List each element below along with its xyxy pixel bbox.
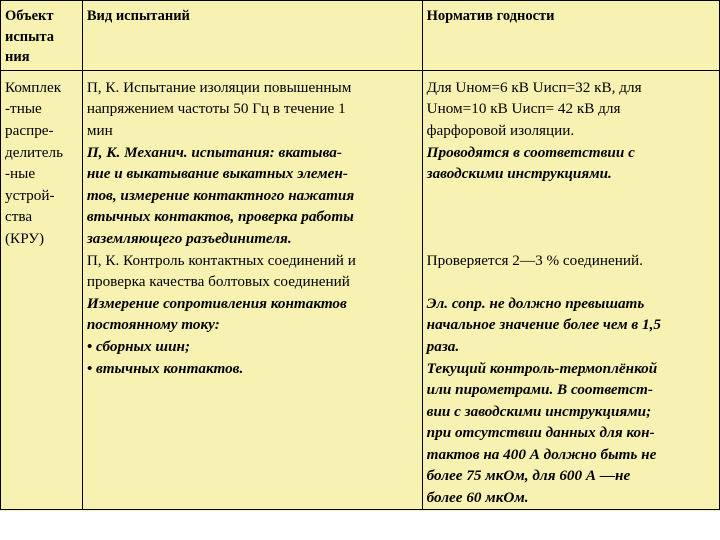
norm-line: начальное значение более чем в 1,5: [426, 316, 661, 334]
test-line: • втычных контактов.: [86, 359, 244, 377]
header-norm-label: Норматив годности: [426, 8, 555, 24]
norm-line: более 75 мкОм, для 600 А —не: [426, 467, 631, 485]
norm-line: Для Uном=6 кВ Uисп=32 кВ, для: [426, 78, 642, 96]
header-object-line: испыта: [5, 28, 55, 45]
test-mechanical: [87, 142, 418, 250]
norm-line: раза.: [426, 337, 460, 355]
test-contact-connections: [87, 250, 418, 293]
test-line: П, К. Испытание изоляции повышенным: [86, 78, 352, 96]
norm-line: Проводятся в соответствии с: [426, 143, 635, 161]
test-line: П, К. Контроль контактных соединений и: [86, 251, 356, 269]
norm-line: фарфоровой изоляции.: [426, 121, 575, 139]
test-line: втычных контактов, проверка работы: [86, 208, 354, 226]
object-line: -ные: [5, 165, 36, 183]
test-line: мин: [86, 121, 113, 139]
test-line: Измерение сопротивления контактов: [86, 294, 347, 312]
test-line: тов, измерение контактного нажатия: [86, 186, 355, 204]
test-contact-resistance: [87, 293, 418, 379]
object-line: -тные: [5, 100, 42, 118]
object-line: устрой-: [5, 186, 55, 204]
norm-line: Текущий контроль-термоплёнкой: [426, 359, 658, 377]
norm-line: тактов на 400 А должно быть не: [426, 445, 657, 463]
norm-line: или пирометрами. В соответст-: [426, 381, 653, 399]
norm-line: более 60 мкОм.: [426, 489, 529, 507]
object-line: распре-: [5, 121, 54, 139]
header-norm: [422, 1, 719, 71]
object-cell: [1, 70, 83, 509]
header-row: [1, 1, 720, 71]
header-object: [1, 1, 83, 71]
test-line: ние и выкатывание выкатных элемен-: [86, 165, 348, 183]
norm-mechanical: [427, 142, 715, 185]
spacer: [427, 185, 715, 207]
test-line: напряжением частоты 50 Гц в течение 1: [86, 100, 346, 118]
object-line: делитель: [5, 143, 64, 161]
norm-contact-connections: [427, 250, 715, 272]
test-line: постоянному току:: [86, 316, 220, 334]
spacer: [427, 228, 715, 250]
test-line: • сборных шин;: [86, 337, 191, 355]
norm-line: Проверяется 2—3 % соединений.: [426, 251, 643, 269]
object-line: ства: [5, 208, 33, 226]
spacer: [427, 206, 715, 228]
tests-cell: [82, 70, 422, 509]
object-line: (КРУ): [5, 229, 45, 247]
norms-cell: [422, 70, 719, 509]
test-line: проверка качества болтовых соединений: [86, 273, 350, 291]
norm-contact-resistance: [427, 293, 715, 509]
header-object-line: Объект: [5, 8, 54, 24]
header-test-type: [82, 1, 422, 71]
norm-line: Эл. сопр. не должно превышать: [426, 294, 645, 312]
spacer: [427, 271, 715, 293]
test-line: заземляющего разъединителя.: [86, 229, 292, 247]
header-object-line: ния: [5, 49, 30, 66]
norm-line: при отсутствии данных для кон-: [426, 424, 655, 442]
kru-row: [1, 70, 720, 509]
norm-line: вии с заводскими инструкциями;: [426, 402, 652, 420]
norm-line: заводскими инструкциями.: [426, 165, 612, 183]
header-test-type-label: Вид испытаний: [86, 8, 190, 24]
norm-line: Uном=10 кВ Uисп= 42 кВ для: [426, 100, 621, 118]
norm-insulation: [427, 77, 715, 142]
test-insulation: [87, 77, 418, 142]
test-line: П, К. Механич. испытания: вкатыва-: [86, 143, 342, 161]
object-line: Комплек: [5, 78, 62, 96]
